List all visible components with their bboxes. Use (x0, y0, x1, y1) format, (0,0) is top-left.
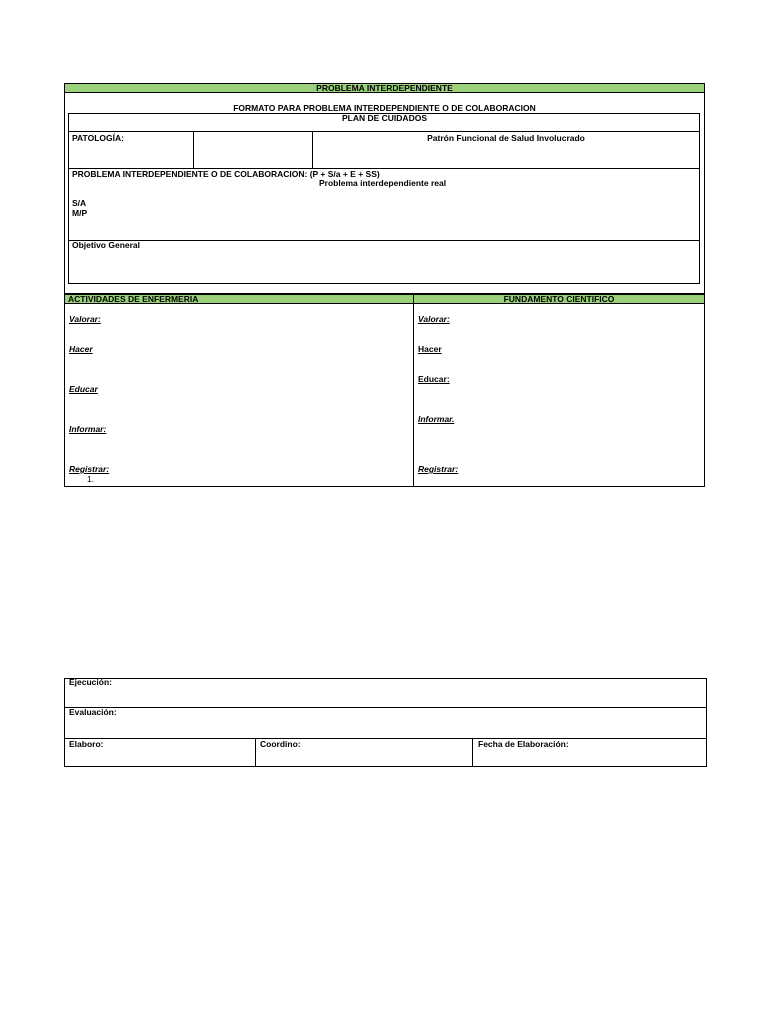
divider (64, 707, 707, 708)
sa-label: S/A (72, 198, 87, 208)
objetivo-label: Objetivo General (72, 240, 141, 250)
divider (64, 738, 707, 739)
divider (193, 131, 194, 168)
fundamento-header-label: FUNDAMENTO CIENTIFICO (503, 294, 615, 304)
footer-table (64, 678, 707, 767)
right-valorar: Valorar: (418, 314, 450, 324)
right-hacer: Hacer (418, 344, 442, 354)
right-registrar: Registrar: (418, 464, 459, 474)
left-registrar: Registrar: (69, 464, 110, 474)
fundamento-box (413, 303, 705, 487)
ejecucion-label: Ejecución: (69, 677, 112, 687)
problema-label: PROBLEMA INTERDEPENDIENTE O DE COLABORACION: (P + S/a + E + SS) (72, 169, 380, 179)
right-educar: Educar: (418, 374, 450, 384)
coordino-label: Coordino: (260, 739, 301, 749)
actividades-box (64, 303, 414, 487)
left-valorar: Valorar: (69, 314, 101, 324)
mp-label: M/P (72, 208, 88, 218)
divider (68, 131, 700, 132)
header-title: PROBLEMA INTERDEPENDIENTE (316, 83, 453, 93)
left-informar: Informar: (69, 424, 107, 434)
form-subtitle: PLAN DE CUIDADOS (341, 113, 427, 123)
evaluacion-label: Evaluación: (69, 707, 117, 717)
divider (255, 738, 256, 767)
divider (68, 240, 700, 241)
fecha-label: Fecha de Elaboración: (478, 739, 569, 749)
divider (472, 738, 473, 767)
right-informar: Informar. (418, 414, 455, 424)
form-title: FORMATO PARA PROBLEMA INTERDEPENDIENTE O DE COLABORACION (233, 103, 536, 113)
actividades-header-label: ACTIVIDADES DE ENFERMERIA (68, 294, 199, 304)
problema-real: Problema interdependiente real (319, 178, 447, 188)
left-list-item: 1. (87, 474, 95, 484)
patron-label: Patrón Funcional de Salud Involucrado (427, 133, 585, 143)
patologia-label: PATOLOGÍA: (72, 133, 124, 143)
left-educar: Educar (69, 384, 98, 394)
left-hacer: Hacer (69, 344, 93, 354)
elaboro-label: Elaboro: (69, 739, 104, 749)
